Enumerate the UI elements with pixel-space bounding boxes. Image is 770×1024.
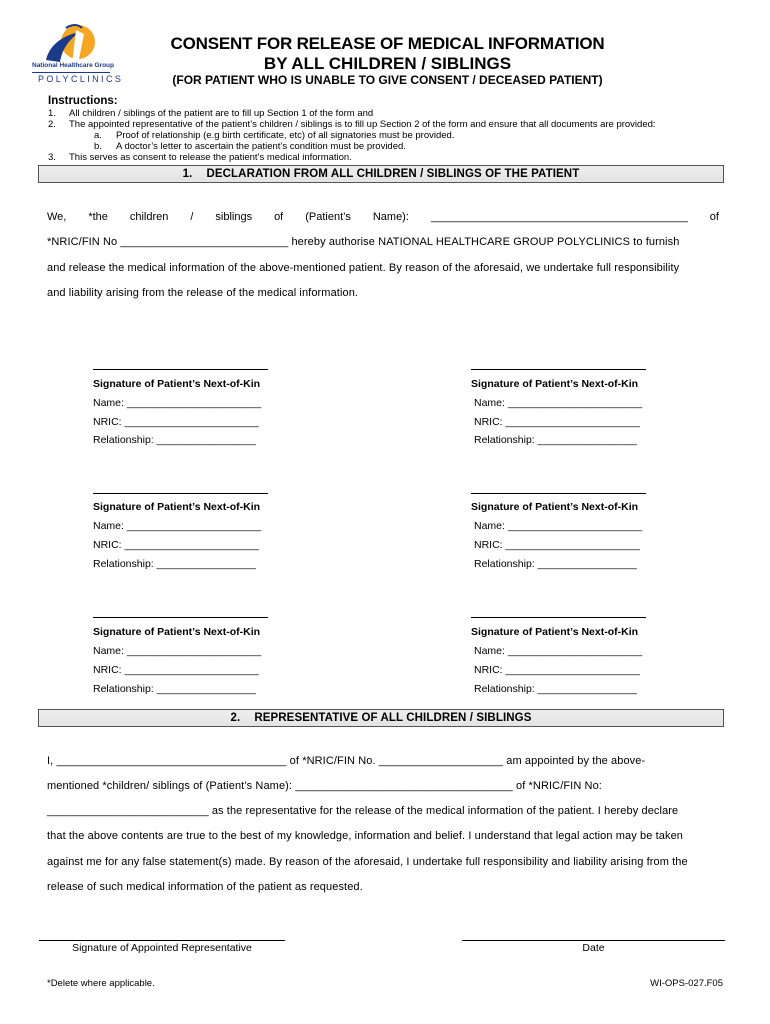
signature-label: Signature of Patient’s Next-of-Kin (93, 626, 261, 638)
section2-header (38, 709, 724, 727)
logo-polyclinics: POLYCLINICS (38, 74, 124, 84)
instruction-text: The appointed representative of the patient’s children / siblings is to fill up Section 2 of the form and ensure that all documents are provided: (69, 119, 656, 130)
signature-line[interactable] (471, 493, 646, 494)
declaration-word: Name): (372, 211, 409, 223)
instruction-text: Proof of relationship (e.g birth certificate, etc) of all signatories must be provided. (116, 130, 455, 141)
declaration-word: We, (47, 211, 67, 223)
instruction-number: 1. (48, 108, 56, 119)
representative-signature-label: Signature of Appointed Representative (72, 942, 252, 954)
form-code: WI-OPS-027.F05 (650, 978, 723, 989)
signature-label: Signature of Patient’s Next-of-Kin (471, 378, 639, 390)
form-title-line2: BY ALL CHILDREN / SIBLINGS (263, 54, 512, 73)
date-label: Date (582, 942, 605, 954)
instruction-text: This serves as consent to release the patient’s medical information. (69, 152, 352, 163)
nric-field[interactable]: NRIC: _______________________ (93, 416, 259, 428)
instruction-text: A doctor’s letter to ascertain the patient’s condition must be provided. (116, 141, 406, 152)
declaration-word: *the (88, 211, 108, 223)
signature-line[interactable] (471, 617, 646, 618)
relationship-field[interactable]: Relationship: _________________ (93, 683, 256, 695)
relationship-field[interactable]: Relationship: _________________ (93, 434, 256, 446)
instruction-subletter: b. (94, 141, 102, 152)
instructions-heading: Instructions: (48, 95, 118, 107)
declaration-word: children (129, 211, 169, 223)
signature-line[interactable] (93, 369, 268, 370)
name-field[interactable]: Name: _______________________ (93, 645, 262, 657)
form-subtitle: (FOR PATIENT WHO IS UNABLE TO GIVE CONSENT / DECEASED PATIENT) (172, 73, 603, 87)
signature-label: Signature of Patient’s Next-of-Kin (93, 501, 261, 513)
instruction-number: 3. (48, 152, 56, 163)
footnote-delete-where-applicable: *Delete where applicable. (47, 978, 155, 989)
patient-name-blank[interactable]: __________________________________________ (430, 211, 688, 223)
relationship-field[interactable]: Relationship: _________________ (474, 558, 637, 570)
relationship-field[interactable]: Relationship: _________________ (93, 558, 256, 570)
date-line[interactable] (462, 940, 725, 941)
declaration-line2: *NRIC/FIN No ___________________________ hereby authorise NATIONAL HEALTHCARE GROUP POLYCLINICS to furnish (47, 236, 680, 248)
section2-number: 2. (230, 712, 241, 724)
nric-field[interactable]: NRIC: _______________________ (93, 539, 259, 551)
declaration-line1 (47, 211, 719, 223)
name-field[interactable]: Name: _______________________ (474, 645, 643, 657)
declaration-word: siblings (215, 211, 253, 223)
nric-field[interactable]: NRIC: _______________________ (474, 664, 640, 676)
name-field[interactable]: Name: _______________________ (474, 397, 643, 409)
section2-title: REPRESENTATIVE OF ALL CHILDREN / SIBLINGS (254, 712, 532, 724)
name-field[interactable]: Name: _______________________ (474, 520, 643, 532)
name-field[interactable]: Name: _______________________ (93, 520, 262, 532)
instruction-number: 2. (48, 119, 56, 130)
declaration-word: (Patient’s (305, 211, 351, 223)
declaration-line3: and release the medical information of the above-mentioned patient. By reason of the aforesaid, we undertake full responsibility (47, 262, 680, 274)
logo-org-name: National Healthcare Group (32, 62, 114, 69)
signature-line[interactable] (471, 369, 646, 370)
nric-field[interactable]: NRIC: _______________________ (93, 664, 259, 676)
declaration-word: of (709, 211, 719, 223)
representative-line2[interactable]: mentioned *children/ siblings of (Patient’s Name): ___________________________________ of *NRIC/FIN No: (47, 780, 602, 792)
form-title-line1: CONSENT FOR RELEASE OF MEDICAL INFORMATION (170, 34, 605, 53)
nric-field[interactable]: NRIC: _______________________ (474, 539, 640, 551)
representative-line6: release of such medical information of the patient as requested. (47, 881, 363, 893)
signature-label: Signature of Patient’s Next-of-Kin (471, 626, 639, 638)
name-field[interactable]: Name: _______________________ (93, 397, 262, 409)
instruction-subletter: a. (94, 130, 102, 141)
relationship-field[interactable]: Relationship: _________________ (474, 434, 637, 446)
logo-divider (32, 72, 110, 73)
signature-line[interactable] (93, 617, 268, 618)
signature-label: Signature of Patient’s Next-of-Kin (93, 378, 261, 390)
section1-header (38, 165, 724, 183)
representative-line1[interactable]: I, _____________________________________ of *NRIC/FIN No. ____________________ am appointed by the above- (47, 755, 646, 767)
signature-label: Signature of Patient’s Next-of-Kin (471, 501, 639, 513)
representative-line3[interactable]: __________________________ as the representative for the release of the medical information of the patient. I hereby declare (47, 805, 679, 817)
declaration-line4: and liability arising from the release of the medical information. (47, 287, 359, 299)
declaration-word: / (190, 211, 194, 223)
relationship-field[interactable]: Relationship: _________________ (474, 683, 637, 695)
section1-number: 1. (182, 168, 193, 180)
signature-line[interactable] (93, 493, 268, 494)
section1-title: DECLARATION FROM ALL CHILDREN / SIBLINGS OF THE PATIENT (206, 168, 580, 180)
representative-line5: against me for any false statement(s) made. By reason of the aforesaid, I undertake full responsibility and liability arising from the (47, 856, 688, 868)
declaration-word: of (274, 211, 284, 223)
instruction-text: All children / siblings of the patient are to fill up Section 1 of the form and (69, 108, 374, 119)
representative-signature-line[interactable] (39, 940, 285, 941)
representative-line4: that the above contents are true to the best of my knowledge, information and belief. I understand that legal action may be taken (47, 830, 684, 842)
nric-field[interactable]: NRIC: _______________________ (474, 416, 640, 428)
